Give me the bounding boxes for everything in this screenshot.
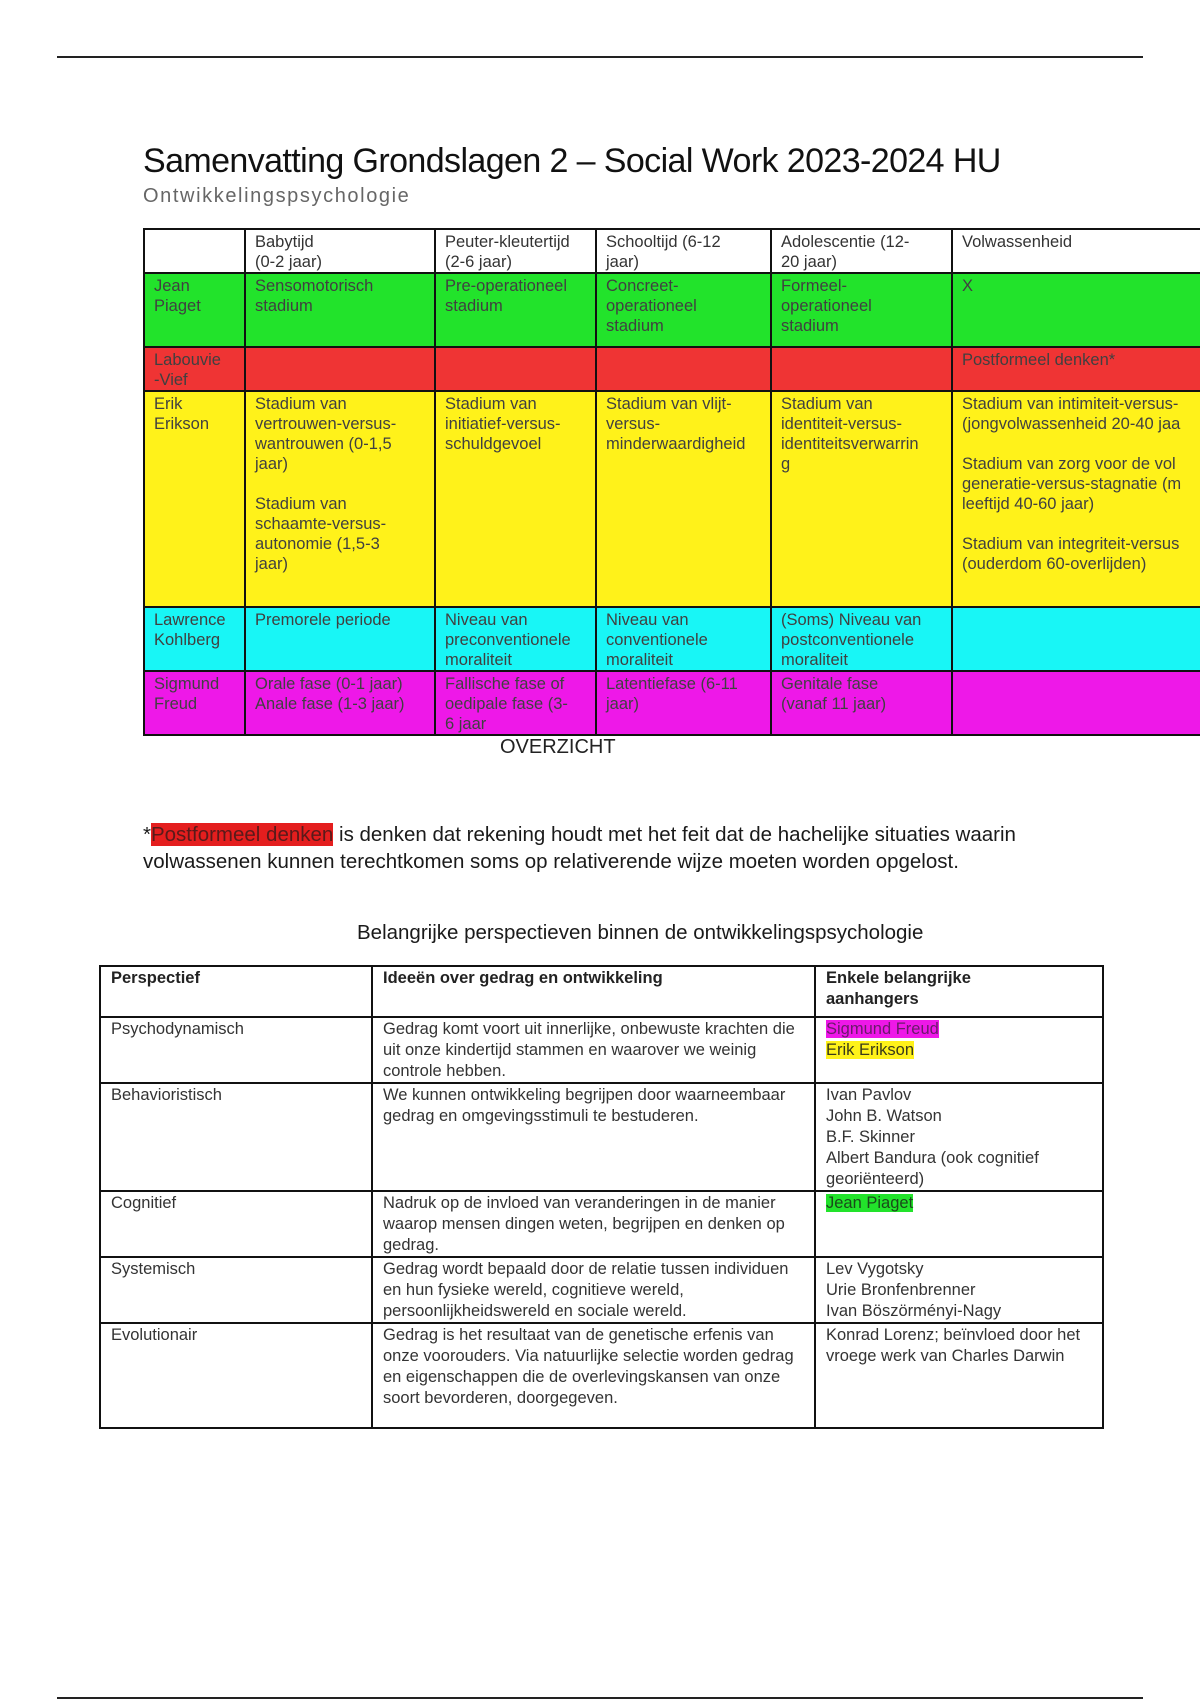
overview-cell xyxy=(596,347,771,391)
header-aanhangers: Enkele belangrijke aanhangers xyxy=(815,966,1103,1017)
page-subtitle: Ontwikkelingspsychologie xyxy=(143,185,411,207)
overview-cell xyxy=(771,347,952,391)
overview-cell: Niveau van preconventionele moraliteit xyxy=(435,607,596,671)
bottom-rule xyxy=(57,1697,1143,1699)
overview-header-cell: Schooltijd (6-12 jaar) xyxy=(596,229,771,273)
overview-cell: Stadium van vlijt- versus- minderwaardigheid xyxy=(596,391,771,607)
overview-table xyxy=(143,228,1200,736)
header-ideeen: Ideeën over gedrag en ontwikkeling xyxy=(372,966,815,1017)
follower-name: B.F. Skinner xyxy=(826,1128,915,1146)
paragraph-text: is denken dat rekening houdt met het feit dat de hachelijke situaties waarin volwassenen kunnen terechtkomen soms op relativerende wijze moeten worden opgelost. xyxy=(143,823,1016,873)
overview-cell: Erik Erikson xyxy=(144,391,245,607)
perspective-followers: Konrad Lorenz; beïnvloed door het vroege werk van Charles Darwin xyxy=(815,1323,1103,1428)
overview-cell xyxy=(435,347,596,391)
overview-header-cell: Adolescentie (12- 20 jaar) xyxy=(771,229,952,273)
overview-row-kohlberg xyxy=(144,607,1200,671)
overview-cell: Sigmund Freud xyxy=(144,671,245,735)
overview-cell: Concreet- operationeel stadium xyxy=(596,273,771,347)
overview-cell xyxy=(952,671,1200,735)
perspective-name: Psychodynamisch xyxy=(100,1017,372,1083)
overview-cell: Labouvie -Vief xyxy=(144,347,245,391)
overview-table-wrapper xyxy=(143,228,1200,738)
overview-cell: Formeel- operationeel stadium xyxy=(771,273,952,347)
perspective-name: Evolutionair xyxy=(100,1323,372,1428)
page-title: Samenvatting Grondslagen 2 – Social Work 2023-2024 HU xyxy=(143,142,1001,180)
overview-header-cell xyxy=(144,229,245,273)
overview-row-erikson xyxy=(144,391,1200,607)
overview-cell: Stadium van identiteit-versus- identiteitsverwarrin g xyxy=(771,391,952,607)
overview-cell xyxy=(245,347,435,391)
follower-name: Sigmund Freud xyxy=(826,1020,939,1038)
overview-cell: Niveau van conventionele moraliteit xyxy=(596,607,771,671)
overview-cell: Postformeel denken* xyxy=(952,347,1200,391)
perspective-followers xyxy=(815,1017,1103,1083)
overview-cell: Latentiefase (6-11 jaar) xyxy=(596,671,771,735)
overview-cell: Genitale fase (vanaf 11 jaar) xyxy=(771,671,952,735)
overview-cell: X xyxy=(952,273,1200,347)
perspective-idea: Gedrag is het resultaat van de genetische erfenis van onze voorouders. Via natuurlijke selectie worden gedrag en eigenschappen die de overlevingskansen van onze soort bevorderen, doorgegeven. xyxy=(372,1323,815,1428)
overview-header-row xyxy=(144,229,1200,273)
overview-row-piaget xyxy=(144,273,1200,347)
overview-header-cell: Peuter-kleutertijd (2-6 jaar) xyxy=(435,229,596,273)
follower-name: Jean Piaget xyxy=(826,1194,914,1212)
perspective-followers xyxy=(815,1257,1103,1323)
follower-name: Albert Bandura (ook cognitief georiënteerd) xyxy=(826,1149,1039,1188)
perspectives-table xyxy=(99,965,1104,1429)
overview-cell: Stadium van initiatief-versus- schuldgevoel xyxy=(435,391,596,607)
follower-name: Urie Bronfenbrenner xyxy=(826,1281,976,1299)
perspective-followers xyxy=(815,1083,1103,1191)
overview-cell: Sensomotorisch stadium xyxy=(245,273,435,347)
perspective-row xyxy=(100,1083,1103,1191)
perspective-name: Cognitief xyxy=(100,1191,372,1257)
perspective-idea: Nadruk op de invloed van veranderingen in de manier waarop mensen dingen weten, begrijpen en denken op gedrag. xyxy=(372,1191,815,1257)
follower-name: Ivan Pavlov xyxy=(826,1086,912,1104)
overview-cell: Premorele periode xyxy=(245,607,435,671)
footnote-marker: * xyxy=(143,823,151,846)
perspective-row xyxy=(100,1017,1103,1083)
overview-header-cell: Babytijd (0-2 jaar) xyxy=(245,229,435,273)
follower-name: John B. Watson xyxy=(826,1107,942,1125)
highlighted-term: Postformeel denken xyxy=(150,823,334,846)
perspective-row xyxy=(100,1257,1103,1323)
perspectives-header-row xyxy=(100,966,1103,1017)
perspective-idea: Gedrag wordt bepaald door de relatie tussen individuen en hun fysieke wereld, cognitieve wereld, persoonlijkheidswereld en sociale wereld. xyxy=(372,1257,815,1323)
follower-name: Erik Erikson xyxy=(826,1041,915,1059)
perspective-row xyxy=(100,1191,1103,1257)
overview-cell: Stadium van vertrouwen-versus- wantrouwen (0-1,5 jaar) Stadium van schaamte-versus- autonomie (1,5-3 jaar) xyxy=(245,391,435,607)
overview-caption: OVERZICHT xyxy=(500,736,616,758)
perspective-name: Behavioristisch xyxy=(100,1083,372,1191)
overview-cell: Fallische fase of oedipale fase (3- 6 jaar xyxy=(435,671,596,735)
follower-name: Ivan Böszörményi-Nagy xyxy=(826,1302,1002,1320)
overview-row-freud xyxy=(144,671,1200,735)
perspective-idea: Gedrag komt voort uit innerlijke, onbewuste krachten die uit onze kindertijd stammen en waarover we weinig controle hebben. xyxy=(372,1017,815,1083)
overview-cell xyxy=(952,607,1200,671)
overview-cell: Stadium van intimiteit-versus- (jongvolwassenheid 20-40 jaa Stadium van zorg voor de vol generatie-versus-stagnatie (m leeftijd 40-60 jaar) Stadium van integriteit-versus (ouderdom 60-overlijden) xyxy=(952,391,1200,607)
perspective-row xyxy=(100,1323,1103,1428)
postformal-paragraph xyxy=(143,821,1043,875)
overview-cell: Pre-operationeel stadium xyxy=(435,273,596,347)
overview-row-labouvie-vief xyxy=(144,347,1200,391)
header-perspectief: Perspectief xyxy=(100,966,372,1017)
perspective-idea: We kunnen ontwikkeling begrijpen door waarneembaar gedrag en omgevingsstimuli te bestuderen. xyxy=(372,1083,815,1191)
top-rule xyxy=(57,56,1143,58)
overview-cell: Lawrence Kohlberg xyxy=(144,607,245,671)
overview-header-cell: Volwassenheid xyxy=(952,229,1200,273)
perspectives-title: Belangrijke perspectieven binnen de ontwikkelingspsychologie xyxy=(357,921,924,944)
overview-cell: (Soms) Niveau van postconventionele moraliteit xyxy=(771,607,952,671)
overview-cell: Jean Piaget xyxy=(144,273,245,347)
overview-cell: Orale fase (0-1 jaar) Anale fase (1-3 jaar) xyxy=(245,671,435,735)
perspective-name: Systemisch xyxy=(100,1257,372,1323)
perspective-followers xyxy=(815,1191,1103,1257)
follower-name: Lev Vygotsky xyxy=(826,1260,924,1278)
